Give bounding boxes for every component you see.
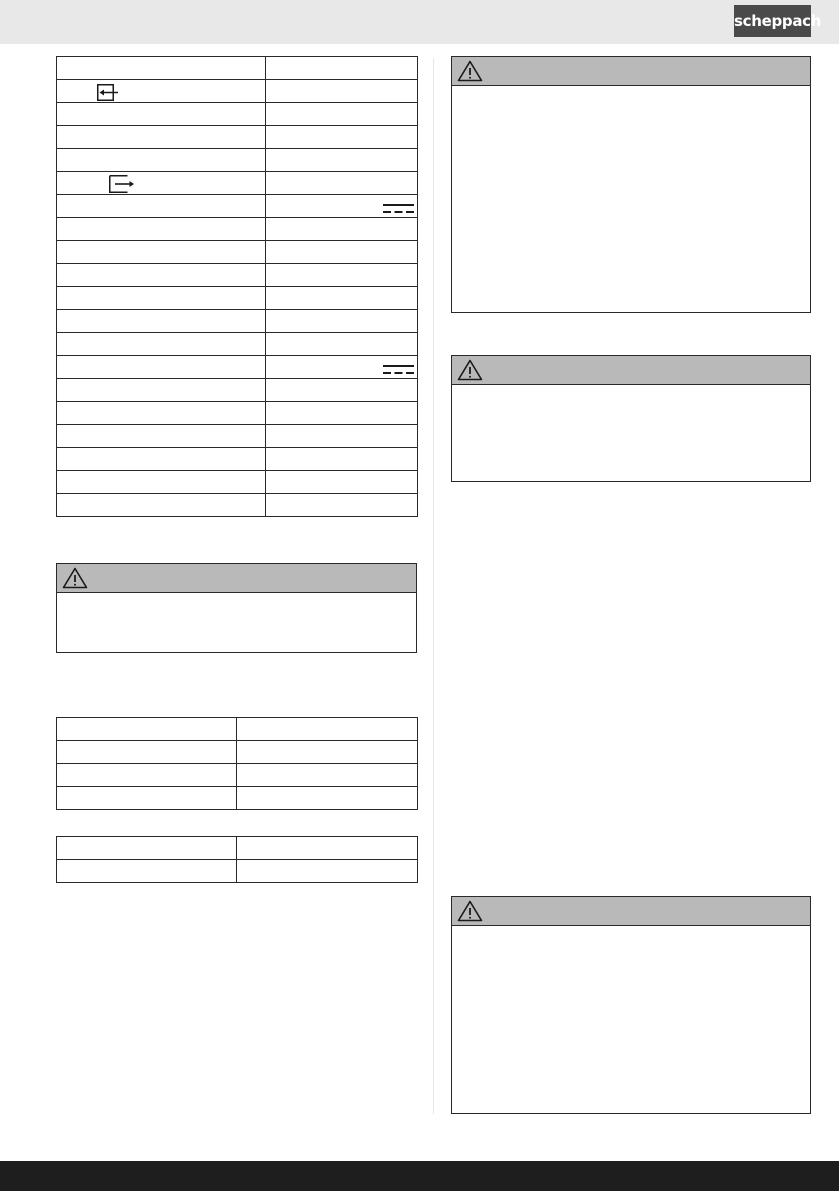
- row-label: [57, 402, 266, 425]
- table-row: [57, 126, 418, 149]
- table-row: [57, 287, 418, 310]
- row-value: [266, 448, 418, 471]
- row-label: [57, 57, 266, 80]
- row-label: [57, 448, 266, 471]
- warning-box: [56, 563, 417, 653]
- warning-box: [451, 56, 811, 313]
- row-value: [237, 787, 418, 810]
- row-label: [57, 241, 266, 264]
- row-value: [237, 741, 418, 764]
- row-value: [266, 333, 418, 356]
- row-label: [57, 764, 237, 787]
- row-label: [57, 837, 237, 860]
- row-label: [57, 356, 266, 379]
- row-label: [57, 149, 266, 172]
- row-label: [57, 103, 266, 126]
- warning-header: [452, 897, 810, 926]
- row-label: [57, 425, 266, 448]
- table-row: [57, 356, 418, 379]
- row-label: [57, 494, 266, 517]
- table-row: [57, 718, 418, 741]
- row-label: [57, 287, 266, 310]
- row-value: [266, 264, 418, 287]
- warning-triangle-icon: [457, 900, 483, 922]
- table-row: [57, 379, 418, 402]
- row-value: [266, 149, 418, 172]
- row-label: [57, 787, 237, 810]
- row-value: [237, 860, 418, 883]
- direct-current-symbol-icon: [383, 202, 414, 214]
- row-label: [57, 860, 237, 883]
- table-row: [57, 471, 418, 494]
- row-label: [57, 471, 266, 494]
- row-value: [266, 402, 418, 425]
- table-row: [57, 264, 418, 287]
- warning-triangle-icon: [457, 359, 483, 381]
- row-value: [237, 718, 418, 741]
- row-label: [57, 379, 266, 402]
- battery-output-arrow-icon: [109, 175, 135, 193]
- brand-logo: scheppach: [734, 5, 811, 37]
- table-row: [57, 494, 418, 517]
- warning-header: [452, 356, 810, 385]
- row-value: [266, 471, 418, 494]
- warning-triangle-icon: [62, 567, 88, 589]
- row-value: [266, 103, 418, 126]
- vibration-data-table: [56, 836, 418, 883]
- row-label: [57, 195, 266, 218]
- warning-box: [451, 896, 811, 1114]
- warning-box: [451, 355, 811, 482]
- technical-data-table: [56, 56, 418, 517]
- table-row: [57, 149, 418, 172]
- table-row: [57, 448, 418, 471]
- row-label: [57, 172, 266, 195]
- row-value: [266, 494, 418, 517]
- row-value: [266, 57, 418, 80]
- row-value: [266, 218, 418, 241]
- table-row: [57, 764, 418, 787]
- page-header: [0, 0, 839, 44]
- table-row: [57, 218, 418, 241]
- table-row: [57, 860, 418, 883]
- row-value: [237, 837, 418, 860]
- table-row: [57, 57, 418, 80]
- row-label: [57, 718, 237, 741]
- table-row: [57, 425, 418, 448]
- warning-header: [452, 57, 810, 86]
- table-row: [57, 741, 418, 764]
- table-row: [57, 310, 418, 333]
- warning-header: [57, 564, 416, 593]
- row-label: [57, 741, 237, 764]
- row-label: [57, 218, 266, 241]
- table-row: [57, 787, 418, 810]
- battery-input-arrow-icon: [97, 84, 121, 101]
- warning-triangle-icon: [457, 60, 483, 82]
- row-label: [57, 126, 266, 149]
- row-value: [266, 287, 418, 310]
- table-row: [57, 333, 418, 356]
- column-divider: [433, 58, 434, 1114]
- direct-current-symbol-icon: [383, 363, 414, 375]
- row-value: [266, 80, 418, 103]
- row-label: [57, 333, 266, 356]
- table-row: [57, 402, 418, 425]
- noise-data-table: [56, 717, 418, 810]
- row-value: [266, 241, 418, 264]
- row-label: [57, 80, 266, 103]
- row-value: [266, 379, 418, 402]
- table-row: [57, 837, 418, 860]
- row-value: [266, 310, 418, 333]
- table-row: [57, 241, 418, 264]
- table-row: [57, 195, 418, 218]
- table-row: [57, 103, 418, 126]
- page-footer: [0, 1161, 839, 1191]
- row-value: [266, 425, 418, 448]
- row-value: [266, 126, 418, 149]
- row-value: [237, 764, 418, 787]
- row-label: [57, 310, 266, 333]
- row-value: [266, 172, 418, 195]
- row-label: [57, 264, 266, 287]
